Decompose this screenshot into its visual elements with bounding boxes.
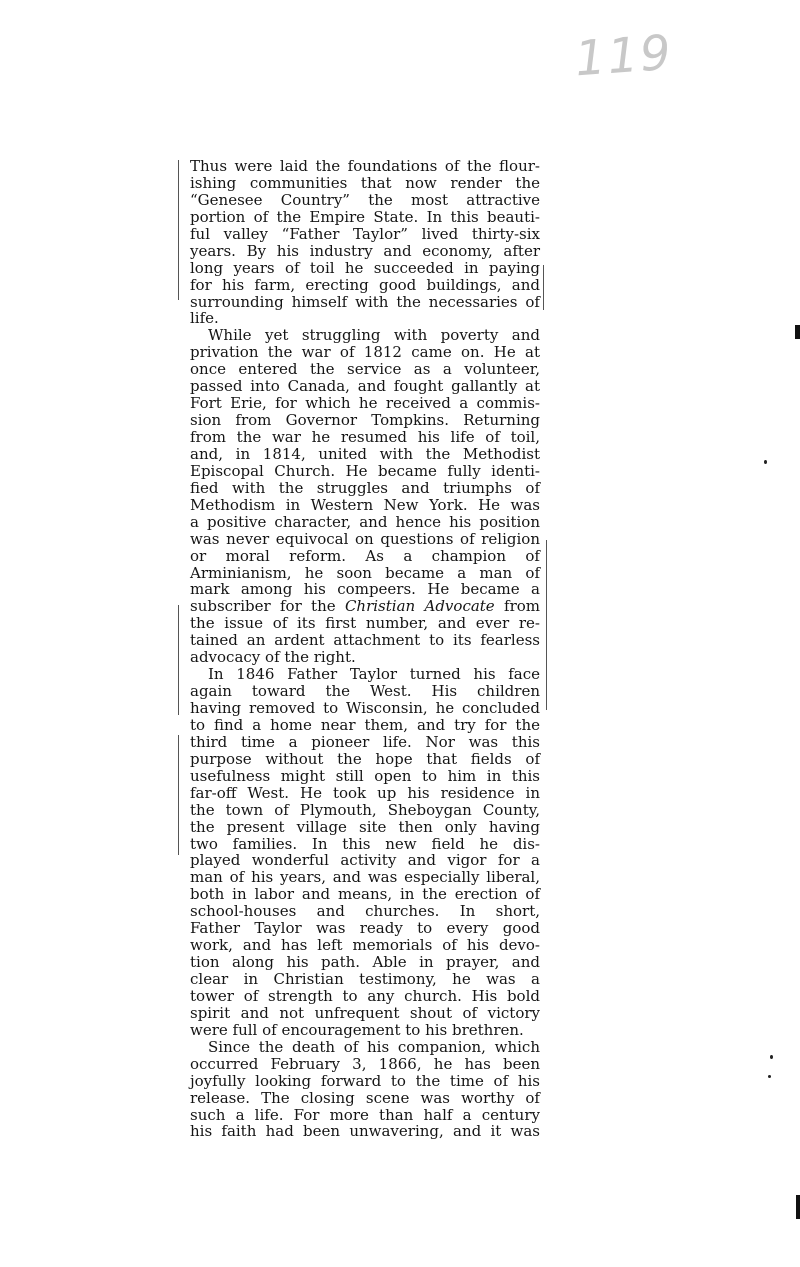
- text-line: a positive character, and hence his position: [190, 512, 540, 531]
- text-line-with-italic: [190, 598, 540, 615]
- text-line: purpose without the hope that fields of: [190, 749, 540, 768]
- edge-mark: [795, 325, 800, 339]
- text-line: usefulness might still open to him in this: [190, 766, 540, 785]
- text-line: surrounding himself with the necessaries of: [190, 292, 540, 311]
- text-line: ishing communities that now render the: [190, 173, 540, 192]
- text-line: tained an ardent attachment to its fearless: [190, 631, 540, 650]
- text-line: having removed to Wisconsin, he concluded: [190, 699, 540, 717]
- text-line: life.: [190, 309, 219, 328]
- text-line: Father Taylor was ready to every good: [190, 919, 540, 938]
- speck-mark: [768, 1075, 771, 1078]
- text-line: Methodism in Western New York. He was: [190, 495, 540, 514]
- text-line: occurred February 3, 1866, he has been: [190, 1054, 540, 1073]
- text-line: Thus were laid the foundations of the flour-: [190, 157, 540, 175]
- text-line: played wonderful activity and vigor for a: [190, 851, 540, 870]
- text-line: for his farm, erecting good buildings, and: [190, 275, 540, 294]
- text-line: from the war he resumed his life of toil,: [190, 428, 540, 446]
- article-paragraph: [190, 327, 540, 666]
- text-line: release. The closing scene was worthy of: [190, 1088, 540, 1107]
- text-line: In 1846 Father Taylor turned his face: [208, 665, 540, 684]
- text-line: ful valley “Father Taylor” lived thirty-six: [190, 224, 540, 243]
- column-bracket-left: [178, 605, 179, 715]
- text-line: privation the war of 1812 came on. He at: [190, 343, 540, 362]
- text-line: his faith had been unwavering, and it was: [190, 1122, 540, 1141]
- text-line: the present village site then only having: [190, 817, 540, 836]
- text-line: fied with the struggles and triumphs of: [190, 478, 540, 497]
- article-paragraph: [190, 1039, 540, 1141]
- text-segment: from: [494, 597, 540, 616]
- text-line: were full of encouragement to his brethren.: [190, 1020, 524, 1039]
- page-number: 119: [573, 24, 675, 88]
- text-line: to find a home near them, and try for the: [190, 715, 540, 734]
- text-line: passed into Canada, and fought gallantly at: [190, 377, 540, 396]
- text-line: sion from Governor Tompkins. Returning: [190, 411, 540, 430]
- text-line: again toward the West. His children: [190, 682, 540, 701]
- text-line: the issue of its first number, and ever re-: [190, 614, 540, 633]
- text-line: both in labor and means, in the erection of: [190, 885, 540, 904]
- text-line: Since the death of his companion, which: [208, 1037, 540, 1056]
- text-line: joyfully looking forward to the time of his: [190, 1071, 540, 1090]
- text-line: work, and has left memorials of his devo-: [190, 936, 540, 955]
- text-line: far-off West. He took up his residence in: [190, 783, 540, 802]
- text-line: two families. In this new field he dis-: [190, 834, 540, 853]
- article-paragraph: [190, 666, 540, 1039]
- publication-title: Christian Advocate: [344, 597, 495, 616]
- text-line: and, in 1814, united with the Methodist: [190, 444, 540, 463]
- speck-mark: [770, 1055, 773, 1059]
- speck-mark: [764, 460, 767, 464]
- text-line: mark among his compeers. He became a: [190, 580, 540, 599]
- text-line: clear in Christian testimony, he was a: [190, 970, 540, 988]
- text-line: portion of the Empire State. In this beauti-: [190, 207, 540, 226]
- text-line: third time a pioneer life. Nor was this: [190, 732, 540, 751]
- text-line: was never equivocal on questions of religion: [190, 529, 540, 548]
- text-line: While yet struggling with poverty and: [208, 326, 540, 345]
- text-line: advocacy of the right.: [190, 648, 356, 667]
- text-line: such a life. For more than half a century: [190, 1105, 540, 1124]
- edge-mark: [796, 1195, 800, 1219]
- text-line: long years of toil he succeeded in paying: [190, 258, 540, 277]
- article-paragraph: [190, 158, 540, 327]
- column-bracket-left: [178, 735, 179, 855]
- text-line: school-houses and churches. In short,: [190, 902, 540, 921]
- text-line: spirit and not unfrequent shout of victory: [190, 1003, 540, 1022]
- column-bracket-right: [546, 540, 547, 710]
- text-line: tower of strength to any church. His bold: [190, 986, 540, 1005]
- column-bracket-right: [543, 265, 544, 310]
- text-line: Arminianism, he soon became a man of: [190, 563, 540, 582]
- text-line: “Genesee Country” the most attractive: [190, 190, 540, 209]
- text-line: or moral reform. As a champion of: [190, 546, 540, 565]
- text-line: the town of Plymouth, Sheboygan County,: [190, 800, 540, 819]
- text-line: man of his years, and was especially liberal,: [190, 868, 540, 887]
- text-line: Episcopal Church. He became fully identi-: [190, 461, 540, 480]
- text-line: once entered the service as a volunteer,: [190, 360, 540, 379]
- text-line: years. By his industry and economy, after: [190, 241, 540, 260]
- text-line: Fort Erie, for which he received a commis-: [190, 394, 540, 413]
- text-segment: subscriber for the: [190, 597, 345, 616]
- text-line: tion along his path. Able in prayer, and: [190, 953, 540, 972]
- article-column: [190, 158, 540, 1140]
- column-bracket-left: [178, 160, 179, 300]
